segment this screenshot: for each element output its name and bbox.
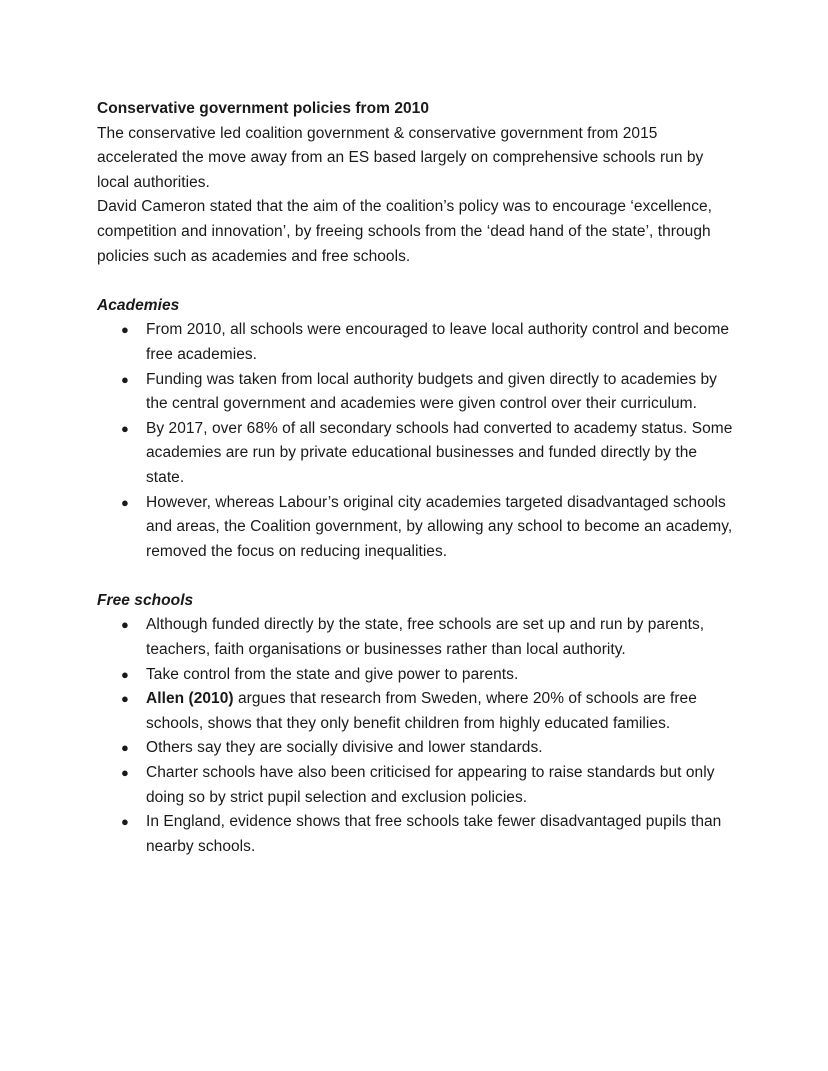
- list-item-text: Charter schools have also been criticised for appearing to raise standards but only doing so by strict pupil selection and exclusion policies.: [146, 764, 715, 806]
- bullet-icon: ●: [121, 371, 129, 387]
- bullet-icon: ●: [121, 617, 129, 633]
- section-title-academies: Academies: [97, 296, 180, 314]
- list-item: [97, 810, 737, 859]
- list-item: [97, 417, 737, 491]
- academies-list: [97, 318, 737, 564]
- section-title-free-schools: Free schools: [97, 591, 194, 609]
- bullet-icon: ●: [121, 814, 129, 830]
- list-item: [97, 613, 737, 662]
- bullet-icon: ●: [121, 666, 129, 682]
- bullet-icon: ●: [121, 494, 129, 510]
- intro-paragraph-1: The conservative led coalition government & conservative government from 2015 accelerated the move away from an ES based largely on comprehensive schools run by local authorities.: [97, 124, 704, 191]
- list-item: [97, 663, 737, 688]
- list-item: [97, 687, 737, 736]
- bullet-icon: ●: [121, 691, 129, 707]
- document-heading: Conservative government policies from 2010: [97, 100, 430, 117]
- list-item: [97, 491, 737, 565]
- bullet-icon: ●: [121, 765, 129, 781]
- bullet-icon: ●: [121, 740, 129, 756]
- list-item: [97, 736, 737, 761]
- bullet-icon: ●: [121, 322, 129, 338]
- bullet-icon: ●: [121, 420, 129, 436]
- intro-paragraph-2: David Cameron stated that the aim of the coalition’s policy was to encourage ‘excellence, competition and innovation’, by freeing schools from the ‘dead hand of the state’, through policies such as academies and free schools.: [97, 198, 713, 265]
- list-item-text: argues that research from Sweden, where 20% of schools are free schools, shows that they only benefit children from highly educated families.: [146, 690, 697, 732]
- spacer: [97, 564, 737, 589]
- list-item-text: Although funded directly by the state, free schools are set up and run by parents, teachers, faith organisations or businesses rather than local authority.: [146, 616, 705, 659]
- free-schools-list: [97, 613, 737, 859]
- list-item-text: In England, evidence shows that free schools take fewer disadvantaged pupils than nearby schools.: [146, 813, 722, 855]
- list-item-text: Funding was taken from local authority budgets and given directly to academies by the central government and academies were given control over their curriculum.: [146, 370, 717, 413]
- list-item-text: By 2017, over 68% of all secondary schools had converted to academy status. Some academies are run by private educational businesses and funded directly by the state.: [146, 419, 733, 486]
- list-item-text: Others say they are socially divisive and lower standards.: [146, 739, 543, 757]
- document-page: [97, 97, 737, 859]
- spacer: [97, 269, 737, 294]
- list-item: [97, 368, 737, 417]
- list-item-text: However, whereas Labour’s original city academies targeted disadvantaged schools and areas, the Coalition government, by allowing any school to become an academy, removed the focus on reducing inequalities.: [146, 493, 733, 560]
- list-item-text: From 2010, all schools were encouraged to leave local authority control and become free academies.: [146, 321, 730, 363]
- list-item: [97, 318, 737, 367]
- citation-author: Allen (2010): [146, 690, 234, 708]
- list-item: [97, 761, 737, 810]
- list-item-text: Take control from the state and give power to parents.: [146, 665, 519, 683]
